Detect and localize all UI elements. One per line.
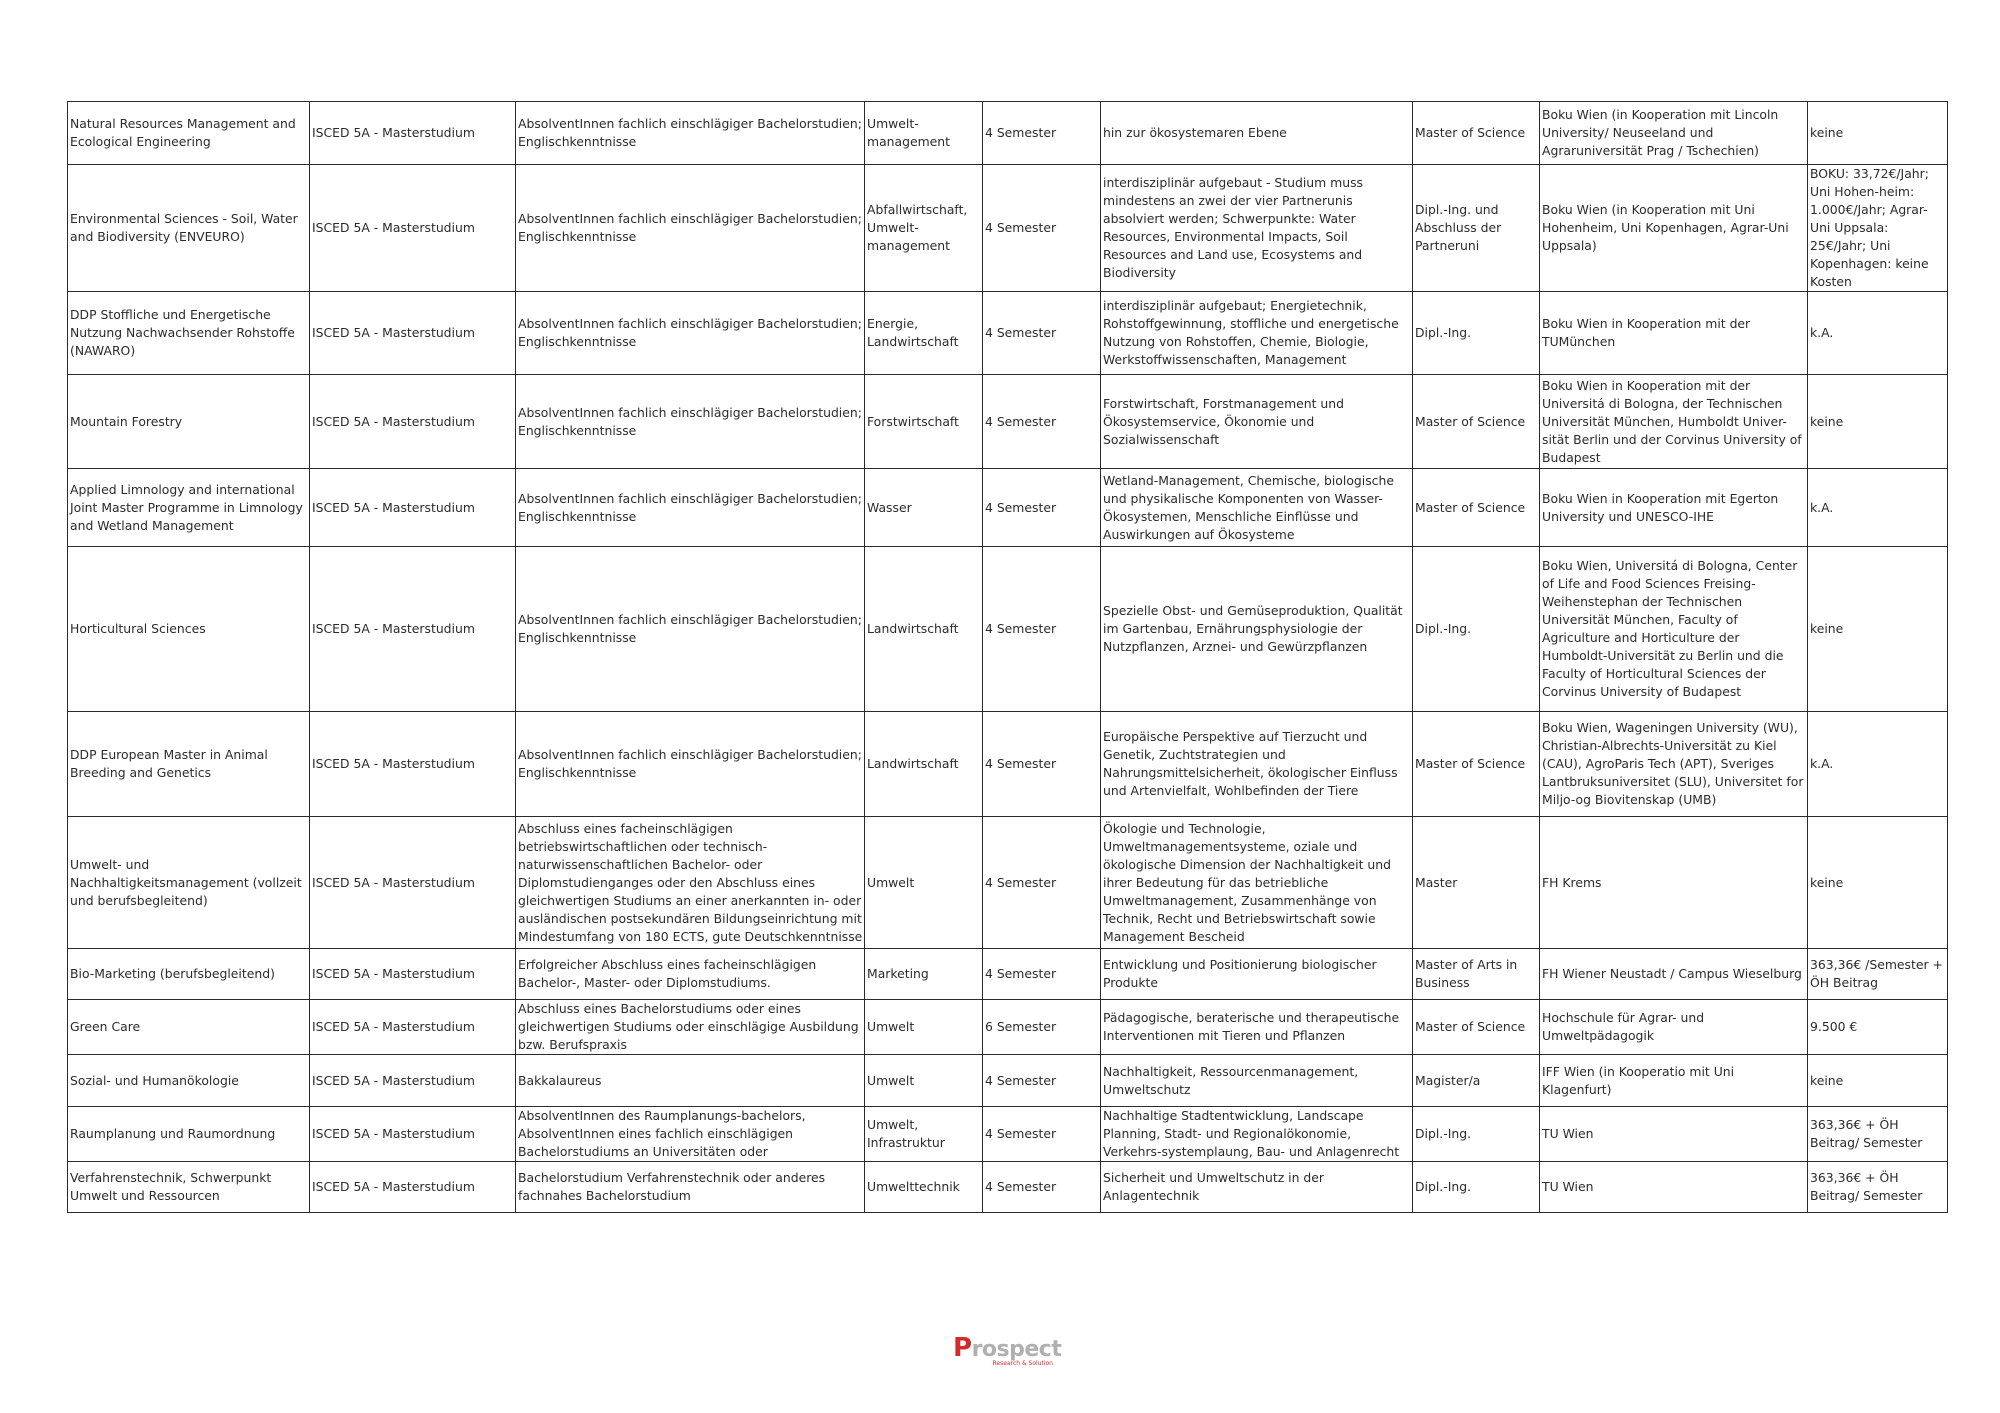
cell-field: Umwelt (865, 1000, 983, 1055)
cell-level: ISCED 5A - Masterstudium (310, 1000, 516, 1055)
cell-name: Verfahrenstechnik, Schwerpunkt Umwelt und Ressourcen (68, 1162, 310, 1213)
cell-field: Forstwirtschaft (865, 375, 983, 469)
cell-level: ISCED 5A - Masterstudium (310, 375, 516, 469)
cell-duration: 4 Semester (983, 102, 1101, 165)
cell-degree: Master of Science (1413, 375, 1540, 469)
cell-costs: keine (1808, 547, 1948, 712)
table-row (68, 375, 1948, 469)
cell-level: ISCED 5A - Masterstudium (310, 102, 516, 165)
cell-level: ISCED 5A - Masterstudium (310, 469, 516, 547)
cell-field: Umwelt (865, 1055, 983, 1107)
cell-requirements: Bakkalaureus (516, 1055, 865, 1107)
table-row (68, 1055, 1948, 1107)
cell-focus: Spezielle Obst- und Gemüseproduktion, Qualität im Gartenbau, Ernährungsphysiologie der Nutzpflanzen, Arznei- und Gewürzpflanzen (1101, 547, 1413, 712)
cell-costs: keine (1808, 817, 1948, 949)
cell-name: Horticultural Sciences (68, 547, 310, 712)
cell-costs: k.A. (1808, 292, 1948, 375)
cell-requirements: Erfolgreicher Abschluss eines facheinschlägigen Bachelor-, Master- oder Diplomstudiums. (516, 949, 865, 1000)
table-row (68, 1162, 1948, 1213)
cell-name: Raumplanung und Raumordnung (68, 1107, 310, 1162)
cell-level: ISCED 5A - Masterstudium (310, 712, 516, 817)
cell-field: Umwelt, Infrastruktur (865, 1107, 983, 1162)
cell-institution: Boku Wien in Kooperation mit der TUMünchen (1540, 292, 1808, 375)
cell-focus: hin zur ökosystemaren Ebene (1101, 102, 1413, 165)
cell-institution: Hochschule für Agrar- und Umweltpädagogik (1540, 1000, 1808, 1055)
cell-degree: Dipl.-Ing. (1413, 292, 1540, 375)
cell-costs: 9.500 € (1808, 1000, 1948, 1055)
cell-requirements: Abschluss eines Bachelorstudiums oder eines gleichwertigen Studiums oder einschlägige Ausbildung bzw. Berufspraxis (516, 1000, 865, 1055)
cell-focus: Wetland-Management, Chemische, biologische und physikalische Komponenten von Wasser-Ökosystemen, Menschliche Einflüsse und Auswirkungen auf Ökosysteme (1101, 469, 1413, 547)
cell-degree: Master (1413, 817, 1540, 949)
cell-requirements: AbsolventInnen fachlich einschlägiger Bachelorstudien; Englischkenntnisse (516, 547, 865, 712)
cell-degree: Dipl.-Ing. (1413, 1107, 1540, 1162)
table-row (68, 712, 1948, 817)
table-row (68, 469, 1948, 547)
cell-field: Abfallwirtschaft, Umwelt-management (865, 165, 983, 292)
cell-institution: Boku Wien in Kooperation mit Egerton University und UNESCO-IHE (1540, 469, 1808, 547)
cell-level: ISCED 5A - Masterstudium (310, 1055, 516, 1107)
logo-wordmark: rospect (971, 1337, 1062, 1362)
cell-name: Bio-Marketing (berufsbegleitend) (68, 949, 310, 1000)
table-row (68, 102, 1948, 165)
cell-field: Energie, Landwirtschaft (865, 292, 983, 375)
cell-requirements: Bachelorstudium Verfahrenstechnik oder anderes fachnahes Bachelorstudium (516, 1162, 865, 1213)
cell-focus: Sicherheit und Umweltschutz in der Anlagentechnik (1101, 1162, 1413, 1213)
cell-focus: interdisziplinär aufgebaut - Studium muss mindestens an zwei der vier Partnerunis absolviert werden; Schwerpunkte: Water Resources, Environmental Impacts, Soil Resources and Land use, Ecosystems and Biodiversity (1101, 165, 1413, 292)
cell-field: Landwirtschaft (865, 712, 983, 817)
cell-institution: FH Krems (1540, 817, 1808, 949)
cell-requirements: AbsolventInnen fachlich einschlägiger Bachelorstudien; Englischkenntnisse (516, 102, 865, 165)
table-row (68, 1000, 1948, 1055)
table-row (68, 1107, 1948, 1162)
cell-level: ISCED 5A - Masterstudium (310, 949, 516, 1000)
cell-institution: FH Wiener Neustadt / Campus Wieselburg (1540, 949, 1808, 1000)
cell-requirements: AbsolventInnen fachlich einschlägiger Bachelorstudien; Englischkenntnisse (516, 375, 865, 469)
cell-name: Mountain Forestry (68, 375, 310, 469)
cell-field: Wasser (865, 469, 983, 547)
study-programs-table (67, 101, 1948, 1213)
cell-degree: Magister/a (1413, 1055, 1540, 1107)
cell-name: DDP European Master in Animal Breeding and Genetics (68, 712, 310, 817)
cell-institution: IFF Wien (in Kooperatio mit Uni Klagenfurt) (1540, 1055, 1808, 1107)
cell-costs: 363,36€ + ÖH Beitrag/ Semester (1808, 1162, 1948, 1213)
cell-requirements: AbsolventInnen fachlich einschlägiger Bachelorstudien; Englischkenntnisse (516, 292, 865, 375)
cell-institution: Boku Wien, Wageningen University (WU), Christian-Albrechts-Universität zu Kiel (CAU), AgroParis Tech (APT), Sveriges Lantbruksuniversitet (SLU), Universitet for Miljo-og Biovitenskap (UMB) (1540, 712, 1808, 817)
cell-duration: 6 Semester (983, 1000, 1101, 1055)
cell-field: Umwelt-management (865, 102, 983, 165)
cell-name: Umwelt- und Nachhaltigkeitsmanagement (vollzeit und berufsbegleitend) (68, 817, 310, 949)
cell-name: Green Care (68, 1000, 310, 1055)
cell-focus: Nachhaltige Stadtentwicklung, Landscape Planning, Stadt- und Regionalökonomie, Verkehrs-systemplaung, Bau- und Anlagenrecht (1101, 1107, 1413, 1162)
cell-field: Marketing (865, 949, 983, 1000)
cell-costs: keine (1808, 1055, 1948, 1107)
cell-requirements: AbsolventInnen des Raumplanungs-bachelors, AbsolventInnen eines fachlich einschlägigen Bachelorstudiums an Universitäten oder (516, 1107, 865, 1162)
cell-degree: Dipl.-Ing. (1413, 547, 1540, 712)
cell-focus: Nachhaltigkeit, Ressourcenmanagement, Umweltschutz (1101, 1055, 1413, 1107)
table-row (68, 292, 1948, 375)
cell-costs: keine (1808, 375, 1948, 469)
logo-letter: P (953, 1333, 972, 1363)
table-row (68, 817, 1948, 949)
cell-field: Umwelt (865, 817, 983, 949)
prospect-logo (953, 1333, 1062, 1370)
cell-name: Applied Limnology and international Joint Master Programme in Limnology and Wetland Management (68, 469, 310, 547)
cell-costs: 363,36€ + ÖH Beitrag/ Semester (1808, 1107, 1948, 1162)
cell-duration: 4 Semester (983, 469, 1101, 547)
cell-level: ISCED 5A - Masterstudium (310, 292, 516, 375)
cell-name: Environmental Sciences - Soil, Water and Biodiversity (ENVEURO) (68, 165, 310, 292)
cell-degree: Master of Arts in Business (1413, 949, 1540, 1000)
cell-focus: Entwicklung und Positionierung biologischer Produkte (1101, 949, 1413, 1000)
cell-duration: 4 Semester (983, 1162, 1101, 1213)
cell-duration: 4 Semester (983, 1107, 1101, 1162)
cell-duration: 4 Semester (983, 817, 1101, 949)
table-body (68, 102, 1948, 1213)
table-row (68, 949, 1948, 1000)
cell-name: Natural Resources Management and Ecological Engineering (68, 102, 310, 165)
cell-institution: Boku Wien (in Kooperation mit Uni Hohenheim, Uni Kopenhagen, Agrar-Uni Uppsala) (1540, 165, 1808, 292)
cell-duration: 4 Semester (983, 949, 1101, 1000)
cell-degree: Master of Science (1413, 469, 1540, 547)
cell-level: ISCED 5A - Masterstudium (310, 1162, 516, 1213)
cell-level: ISCED 5A - Masterstudium (310, 547, 516, 712)
cell-field: Landwirtschaft (865, 547, 983, 712)
cell-duration: 4 Semester (983, 1055, 1101, 1107)
cell-degree: Dipl.-Ing. (1413, 1162, 1540, 1213)
cell-duration: 4 Semester (983, 375, 1101, 469)
cell-degree: Master of Science (1413, 1000, 1540, 1055)
cell-level: ISCED 5A - Masterstudium (310, 1107, 516, 1162)
cell-duration: 4 Semester (983, 547, 1101, 712)
cell-focus: Pädagogische, beraterische und therapeutische Interventionen mit Tieren und Pflanzen (1101, 1000, 1413, 1055)
cell-institution: Boku Wien, Universitá di Bologna, Center of Life and Food Sciences Freising-Weihenstephan der Technischen Universität München, Faculty of Agriculture and Horticulture der Humboldt-Universität zu Berlin und die Faculty of Horticultural Sciences der Corvinus University of Budapest (1540, 547, 1808, 712)
table-row (68, 165, 1948, 292)
cell-costs: BOKU: 33,72€/Jahr; Uni Hohen-heim: 1.000€/Jahr; Agrar-Uni Uppsala: 25€/Jahr; Uni Kopenhagen: keine Kosten (1808, 165, 1948, 292)
cell-institution: Boku Wien in Kooperation mit der Universitá di Bologna, der Technischen Universität München, Humboldt Univer-sität Berlin und der Corvinus University of Budapest (1540, 375, 1808, 469)
logo-tagline: Research & Solution (992, 1360, 1053, 1367)
cell-duration: 4 Semester (983, 712, 1101, 817)
cell-costs: keine (1808, 102, 1948, 165)
cell-requirements: AbsolventInnen fachlich einschlägiger Bachelorstudien; Englischkenntnisse (516, 712, 865, 817)
cell-requirements: AbsolventInnen fachlich einschlägiger Bachelorstudien; Englischkenntnisse (516, 469, 865, 547)
cell-degree: Master of Science (1413, 712, 1540, 817)
cell-focus: Forstwirtschaft, Forstmanagement und Ökosystemservice, Ökonomie und Sozialwissenschaft (1101, 375, 1413, 469)
cell-level: ISCED 5A - Masterstudium (310, 817, 516, 949)
cell-costs: k.A. (1808, 469, 1948, 547)
cell-costs: 363,36€ /Semester + ÖH Beitrag (1808, 949, 1948, 1000)
cell-focus: interdisziplinär aufgebaut; Energietechnik, Rohstoffgewinnung, stoffliche und energetische Nutzung von Rohstoffen, Chemie, Biologie, Werkstoffwissenschaften, Management (1101, 292, 1413, 375)
cell-name: DDP Stoffliche und Energetische Nutzung Nachwachsender Rohstoffe (NAWARO) (68, 292, 310, 375)
cell-focus: Europäische Perspektive auf Tierzucht und Genetik, Zuchtstrategien und Nahrungsmittelsicherheit, ökologischer Einfluss und Artenvielfalt, Wohlbefinden der Tiere (1101, 712, 1413, 817)
cell-institution: TU Wien (1540, 1107, 1808, 1162)
cell-institution: TU Wien (1540, 1162, 1808, 1213)
cell-duration: 4 Semester (983, 165, 1101, 292)
cell-duration: 4 Semester (983, 292, 1101, 375)
cell-costs: k.A. (1808, 712, 1948, 817)
cell-level: ISCED 5A - Masterstudium (310, 165, 516, 292)
cell-field: Umwelttechnik (865, 1162, 983, 1213)
cell-degree: Master of Science (1413, 102, 1540, 165)
cell-degree: Dipl.-Ing. und Abschluss der Partneruni (1413, 165, 1540, 292)
cell-name: Sozial- und Humanökologie (68, 1055, 310, 1107)
cell-institution: Boku Wien (in Kooperation mit Lincoln University/ Neuseeland und Agraruniversität Prag / Tschechien) (1540, 102, 1808, 165)
cell-focus: Ökologie und Technologie, Umweltmanagementsysteme, oziale und ökologische Dimension der Nachhaltigkeit und ihrer Bedeutung für das betriebliche Umweltmanagement, Zusammenhänge von Technik, Recht und Betriebswirtschaft sowie Management Bescheid (1101, 817, 1413, 949)
table-row (68, 547, 1948, 712)
cell-requirements: Abschluss eines facheinschlägigen betriebswirtschaftlichen oder technisch-naturwissenschaftlichen Bachelor- oder Diplomstudienganges oder den Abschluss eines gleichwertigen Studiums an einer anerkannten in- oder ausländischen postsekundären Bildungseinrichtung mit Mindestumfang von 180 ECTS, gute Deutschkenntnisse (516, 817, 865, 949)
cell-requirements: AbsolventInnen fachlich einschlägiger Bachelorstudien; Englischkenntnisse (516, 165, 865, 292)
